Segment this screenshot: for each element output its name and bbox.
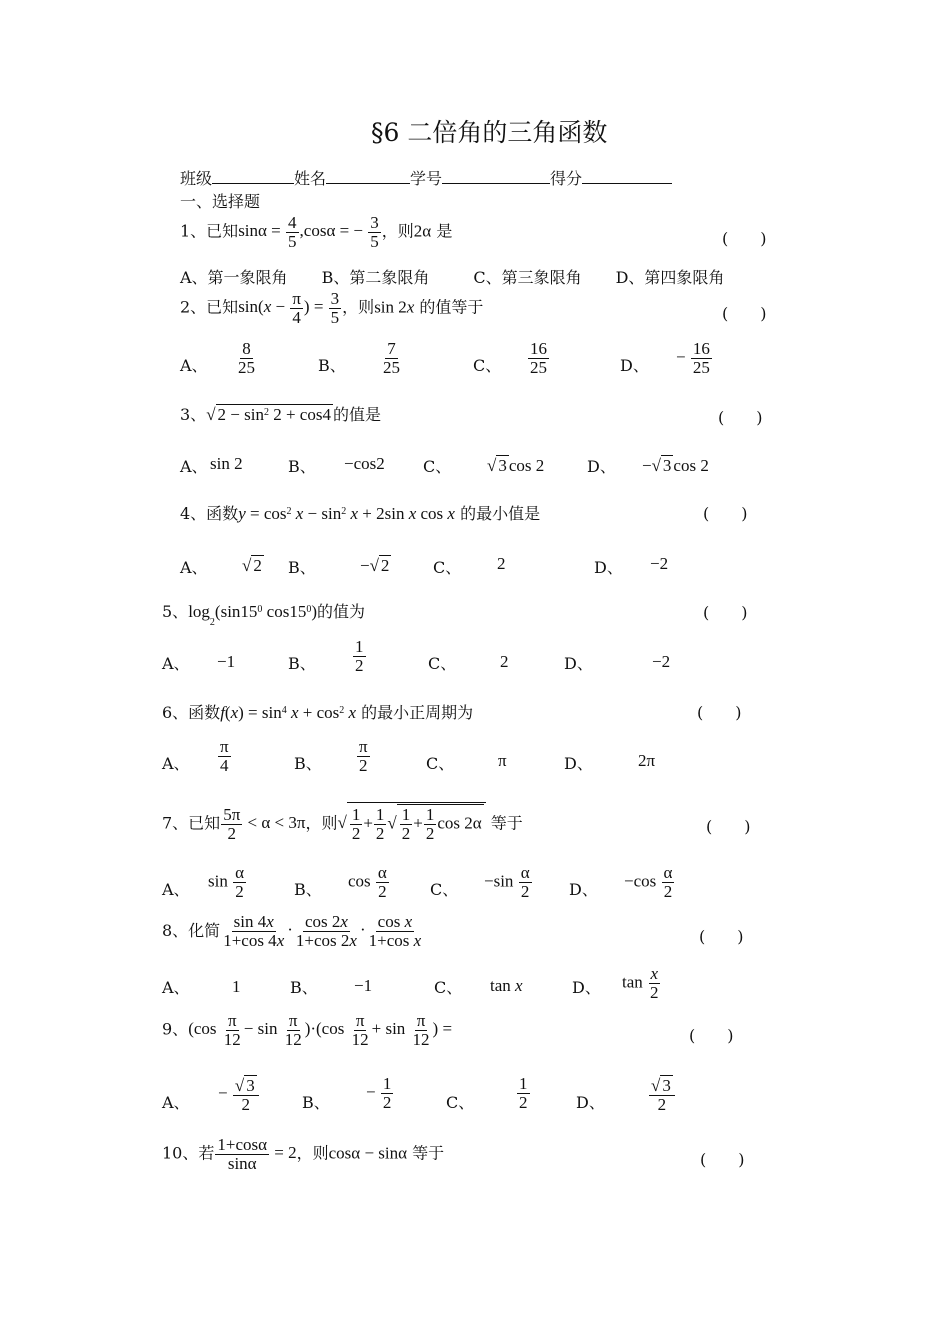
q7-tail: 等于 — [490, 813, 523, 833]
question-7 — [162, 802, 523, 843]
q2-option-d: − $\frac{16}{25}$ — [676, 339, 710, 377]
question-3 — [180, 404, 381, 423]
q8-paren: ( ) — [699, 927, 744, 946]
q2-expr: sin 2x — [374, 297, 415, 317]
q6-label-d: D、 — [564, 754, 593, 773]
q4-option-a: √ 2 — [242, 556, 262, 575]
q5-label-a: A、 — [162, 654, 190, 673]
q5-label-b: B、 — [288, 654, 316, 673]
q8-label-a: A、 — [162, 978, 190, 997]
q3-paren: ( ) — [718, 408, 763, 427]
q2-label-d: D、 — [620, 356, 649, 375]
q5-option-c: 2 — [500, 652, 509, 671]
q6-option-d: 2π — [638, 751, 656, 770]
q2-prefix: 2、已知 — [180, 297, 239, 317]
q4-prefix: 4、函数 — [180, 504, 239, 523]
q9-label-d: D、 — [576, 1093, 605, 1112]
q7-option-c: −sin $\frac{\alpha}{2}$ — [484, 863, 530, 901]
q3-option-c: √ 3 cos 2 — [487, 456, 545, 475]
q5-tail: 的值为 — [317, 602, 366, 621]
q2-option-a: $\frac{8}{25}$ — [238, 339, 255, 377]
q4-label-b: B、 — [288, 558, 316, 577]
q8-label-d: D、 — [572, 978, 601, 997]
q6-prefix: 6、函数 — [162, 703, 221, 722]
q7-label-c: C、 — [430, 880, 459, 899]
q5-paren: ( ) — [703, 603, 748, 622]
question-8 — [162, 913, 424, 950]
q1-then: ，则 — [381, 221, 414, 241]
q3-label-d: D、 — [587, 457, 616, 476]
q9-label-b: B、 — [302, 1093, 330, 1112]
q6-option-b: $\frac{\pi}{2}$ — [359, 737, 368, 775]
q8-option-a: 1 — [232, 977, 241, 996]
q8-option-d: tan $\frac{x}{2}$ — [622, 964, 659, 1002]
q1-is: 是 — [436, 221, 453, 241]
q8-option-c: tan x — [490, 976, 523, 995]
q3-prefix: 3、 — [180, 405, 207, 424]
class-label: 班级 — [180, 169, 213, 188]
q2-then: ，则 — [342, 297, 375, 317]
q2-tail: 的值等于 — [419, 297, 484, 317]
q6-tail: 的最小正周期为 — [361, 703, 474, 722]
q5-option-d: −2 — [652, 652, 671, 671]
q4-option-b: −√ 2 — [360, 556, 390, 575]
q6-option-a: $\frac{\pi}{4}$ — [220, 737, 229, 775]
q10-then: ，则 — [296, 1143, 329, 1163]
q3-formula: √ $2 - \sin^2 2 + \cos 4$ — [206, 405, 331, 424]
q3-label-c: C、 — [423, 457, 452, 476]
q2-option-b: $\frac{7}{25}$ — [383, 339, 400, 377]
q1-prefix: 1、已知 — [180, 221, 239, 241]
q3-option-b: −cos2 — [344, 454, 385, 473]
q5-option-b: $\frac{1}{2}$ — [355, 637, 364, 675]
q8-prefix: 8、化简 — [162, 920, 221, 940]
q7-option-d: −cos $\frac{\alpha}{2}$ — [624, 863, 673, 901]
q1-option-c: C、第三象限角 — [473, 268, 582, 287]
q9-label-c: C、 — [446, 1093, 475, 1112]
q5-label-c: C、 — [428, 654, 457, 673]
q3-label-b: B、 — [288, 457, 316, 476]
q10-paren: ( ) — [700, 1150, 745, 1169]
q7-then: ，则 — [305, 813, 338, 833]
q9-label-a: A、 — [162, 1093, 190, 1112]
question-9 — [162, 1012, 452, 1049]
q6-label-b: B、 — [294, 754, 322, 773]
question-6 — [162, 704, 473, 721]
q6-label-c: C、 — [426, 754, 455, 773]
score-blank — [582, 169, 672, 184]
class-blank — [212, 169, 294, 184]
q8-formula: $\frac{\sin 4x}{1+\cos 4x}$ · $\frac{\cos 2x}{1+\cos 2x}$ · $\frac{\text{cos x}}{\text{1+cos x}}$ — [223, 912, 422, 950]
q9-option-b: − $\frac{1}{2}$ — [366, 1074, 392, 1112]
q2-formula: sin(x − $\frac{\pi}{4}$ ) = $\frac{3}{5}$ — [238, 289, 340, 327]
q2-label-b: B、 — [318, 356, 346, 375]
q1-paren: ( ) — [722, 229, 767, 248]
q4-tail: 的最小值是 — [460, 504, 541, 523]
q10-formula: $\frac{1+\cos\alpha}{\sin\alpha}$ = 2 — [217, 1135, 297, 1173]
question-4 — [180, 505, 540, 522]
q2-label-a: A、 — [180, 356, 208, 375]
q5-option-a: −1 — [217, 652, 236, 671]
number-label: 学号 — [410, 169, 443, 188]
question-1 — [180, 214, 452, 251]
q6-formula: $f(x) = \sin^4 x + \cos^2 x$ — [220, 703, 357, 722]
q4-label-c: C、 — [433, 558, 462, 577]
name-blank — [326, 169, 410, 184]
q1-option-a: A、第一象限角 — [180, 268, 288, 287]
q7-formula: $\frac{5\pi}{2}$ < α < 3π — [223, 805, 306, 843]
q5-prefix: 5、 — [162, 602, 189, 621]
q1-expr: 2α — [413, 221, 432, 241]
q4-label-d: D、 — [594, 558, 623, 577]
question-5 — [162, 603, 365, 628]
q3-option-a: sin 2 — [210, 454, 243, 473]
q6-option-c: π — [498, 751, 507, 770]
name-label: 姓名 — [294, 169, 327, 188]
q7-label-b: B、 — [294, 880, 322, 899]
q7-option-a: sin $\frac{\alpha}{2}$ — [208, 863, 245, 901]
score-label: 得分 — [550, 169, 583, 188]
q10-tail: 等于 — [412, 1143, 445, 1163]
q7-paren: ( ) — [706, 817, 751, 836]
q9-option-d: $\frac{√ 3}{2}$ — [648, 1075, 676, 1114]
q1-option-d: D、第四象限角 — [615, 268, 725, 287]
q9-formula: (cos $\frac{\pi}{12}$ − sin $\frac{\pi}{12}$ )·(cos $\frac{\pi}{12}$ + sin $\frac{\pi}{12}$ ) = — [188, 1011, 453, 1049]
q10-expr: cosα − sinα — [328, 1143, 408, 1163]
q4-option-d: −2 — [650, 554, 669, 573]
q3-tail: 的值是 — [332, 405, 381, 424]
q1-option-b: B、第二象限角 — [321, 268, 430, 287]
q10-prefix: 10、若 — [162, 1143, 215, 1163]
q7-label-a: A、 — [162, 880, 190, 899]
q8-label-b: B、 — [290, 978, 318, 997]
q4-formula: $y = \cos^2 x - \sin^2 x + 2\sin$ x cos x — [238, 504, 455, 523]
q7-expr: √ $\frac{1}{2}$ + $\frac{1}{2}$ √ $\frac{1}{2}$ + $\frac{1}{2}$ cos 2α — [337, 813, 485, 832]
q9-prefix: 9、 — [162, 1019, 189, 1039]
q7-prefix: 7、已知 — [162, 813, 221, 833]
q9-paren: ( ) — [689, 1026, 734, 1045]
number-blank — [442, 169, 550, 184]
q7-option-b: cos $\frac{\alpha}{2}$ — [348, 863, 387, 901]
q6-label-a: A、 — [162, 754, 190, 773]
question-2 — [180, 290, 483, 327]
q8-option-b: −1 — [354, 976, 373, 995]
q4-label-a: A、 — [180, 558, 208, 577]
q1-formula: sinα = $\frac{4}{5}$ ,cosα = − $\frac{3}{5}$ — [238, 213, 379, 251]
q3-option-d: −√ 3 cos 2 — [642, 456, 709, 475]
q2-label-c: C、 — [473, 356, 502, 375]
q5-label-d: D、 — [564, 654, 593, 673]
q7-label-d: D、 — [569, 880, 598, 899]
q9-option-a: − $\frac{√ 3}{2}$ — [218, 1075, 260, 1114]
q8-label-c: C、 — [434, 978, 463, 997]
q2-option-c: $\frac{16}{25}$ — [530, 339, 547, 377]
header-info — [180, 169, 672, 187]
q6-paren: ( ) — [697, 703, 742, 722]
q5-formula: $\log_2(\sin 15^0$ $\cos 15^0$) — [188, 602, 318, 628]
q9-option-c: $\frac{1}{2}$ — [519, 1074, 528, 1112]
section-heading: 一、选择题 — [180, 192, 261, 211]
page-title: §6 二倍角的三角函数 — [371, 118, 608, 147]
q2-paren: ( ) — [722, 304, 767, 323]
q3-label-a: A、 — [180, 457, 208, 476]
q4-paren: ( ) — [703, 504, 748, 523]
question-10 — [162, 1136, 444, 1173]
q1-options — [180, 270, 724, 286]
q4-option-c: 2 — [497, 554, 506, 573]
